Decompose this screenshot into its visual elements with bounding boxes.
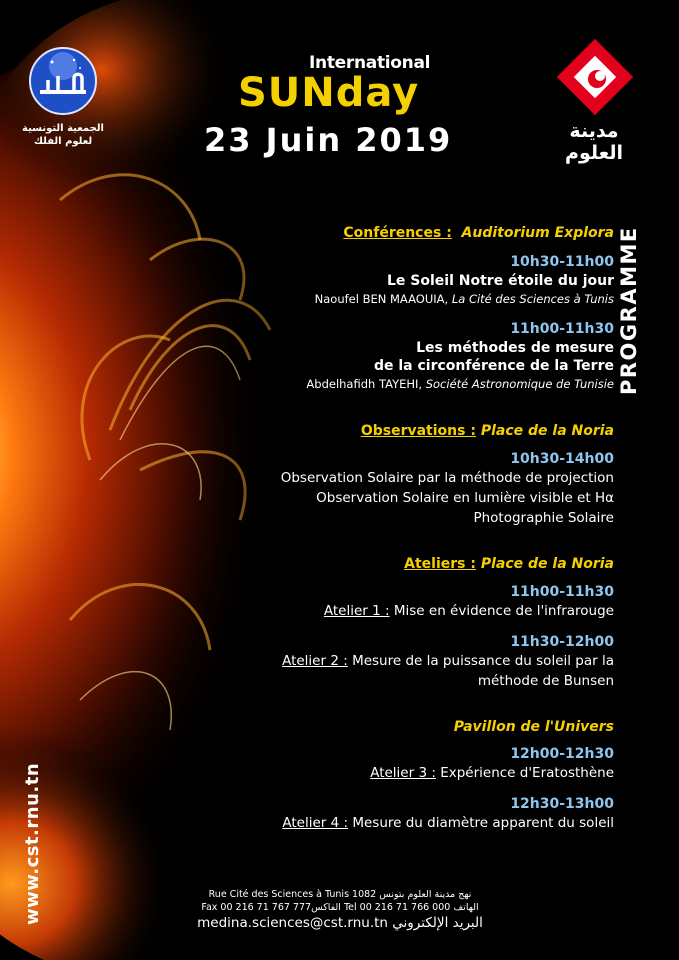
- observation-line: Observation Solaire en lumière visible et Hα: [316, 490, 614, 506]
- header-sunday: SUNday: [238, 70, 420, 116]
- atelier-description: [282, 813, 614, 833]
- atelier-text: Expérience d'Eratosthène: [440, 765, 614, 781]
- website-url[interactable]: www.cst.rnu.tn: [22, 762, 43, 925]
- association-name-line1: الجمعية التونسية: [22, 123, 104, 134]
- atelier-item: [324, 584, 614, 621]
- observations-time: 10h30-14h00: [510, 451, 614, 467]
- atelier-time: 11h30-12h00: [510, 634, 614, 650]
- conferences-heading: [343, 222, 614, 241]
- association-name-line2: لعلوم الفلك: [33, 136, 93, 147]
- cite-des-sciences-arabic: مدينة العلوم: [565, 120, 623, 164]
- ateliers-place: Place de la Noria: [480, 556, 614, 572]
- ateliers-heading-label: Ateliers :: [404, 556, 476, 572]
- atelier-item: [282, 796, 614, 833]
- conference-title: Les méthodes de mesure: [416, 340, 614, 356]
- observation-line: Observation Solaire par la méthode de projection: [280, 470, 614, 486]
- atelier-text: Mise en évidence de l'infrarouge: [393, 603, 614, 619]
- atelier-time: 12h30-13h00: [510, 796, 614, 812]
- conference-speaker-name: Abdelhafidh TAYEHI,: [306, 377, 423, 391]
- atelier-text-line2: méthode de Bunsen: [477, 673, 614, 689]
- ateliers-heading: [404, 553, 614, 572]
- atelier-label: Atelier 4 :: [282, 815, 349, 831]
- conference-title-line2: de la circonférence de la Terre: [373, 358, 614, 374]
- atelier-time: 12h00-12h30: [510, 746, 614, 762]
- conference-speaker-org: Société Astronomique de Tunisie: [425, 377, 614, 391]
- observations-heading-label: Observations :: [360, 423, 476, 439]
- header-international: International: [309, 53, 431, 73]
- conference-time: 11h00-11h30: [510, 321, 614, 337]
- atelier-text: Mesure du diamètre apparent du soleil: [352, 815, 614, 831]
- conference-item: [315, 254, 614, 306]
- observations-place: Place de la Noria: [480, 423, 614, 439]
- atelier-item: [370, 746, 614, 783]
- footer-contact: [190, 888, 490, 932]
- atelier-item: [282, 634, 614, 691]
- conference-title: Le Soleil Notre étoile du jour: [387, 273, 614, 289]
- association-name: [18, 122, 108, 148]
- atelier-description: [282, 651, 614, 671]
- cite-des-sciences-logo: [554, 36, 636, 118]
- atelier-description: [324, 601, 614, 621]
- astronomy-association-logo: [28, 46, 98, 116]
- atelier-label: Atelier 1 :: [323, 603, 390, 619]
- observation-line: Photographie Solaire: [473, 510, 614, 526]
- conference-speaker: [315, 292, 614, 306]
- atelier-description: [370, 763, 614, 783]
- atelier-label: Atelier 3 :: [370, 765, 436, 781]
- atelier-text: Mesure de la puissance du soleil par la: [352, 653, 614, 669]
- pavillon-heading: [454, 716, 614, 735]
- observations-heading: [361, 420, 614, 439]
- conference-speaker-name: Naoufel BEN MAAOUIA,: [314, 292, 449, 306]
- header-date: 23 Juin 2019: [204, 121, 453, 159]
- observations-block: [281, 451, 614, 528]
- footer-phone: Fax 00 216 71 767 777الفاكس Tel 00 216 71 766 000 الهاتف: [201, 902, 479, 913]
- conferences-place: Auditorium Explora: [461, 225, 614, 241]
- atelier-label: Atelier 2 :: [282, 653, 348, 669]
- conference-item: [306, 321, 614, 391]
- atelier-time: 11h00-11h30: [510, 584, 614, 600]
- conferences-heading-label: Conférences :: [343, 225, 452, 241]
- conference-time: 10h30-11h00: [510, 254, 614, 270]
- footer-email[interactable]: medina.sciences@cst.rnu.tn البريد الإلكتروني: [197, 915, 483, 931]
- conference-speaker-org: La Cité des Sciences à Tunis: [451, 292, 614, 306]
- programme-label: PROGRAMME: [617, 226, 641, 395]
- footer-address: Rue Cité des Sciences à Tunis 1082 نهج مدينة العلوم بتونس: [208, 889, 472, 900]
- conference-speaker: [306, 377, 614, 391]
- pavillon-heading-label: Pavillon de l'Univers: [453, 719, 614, 735]
